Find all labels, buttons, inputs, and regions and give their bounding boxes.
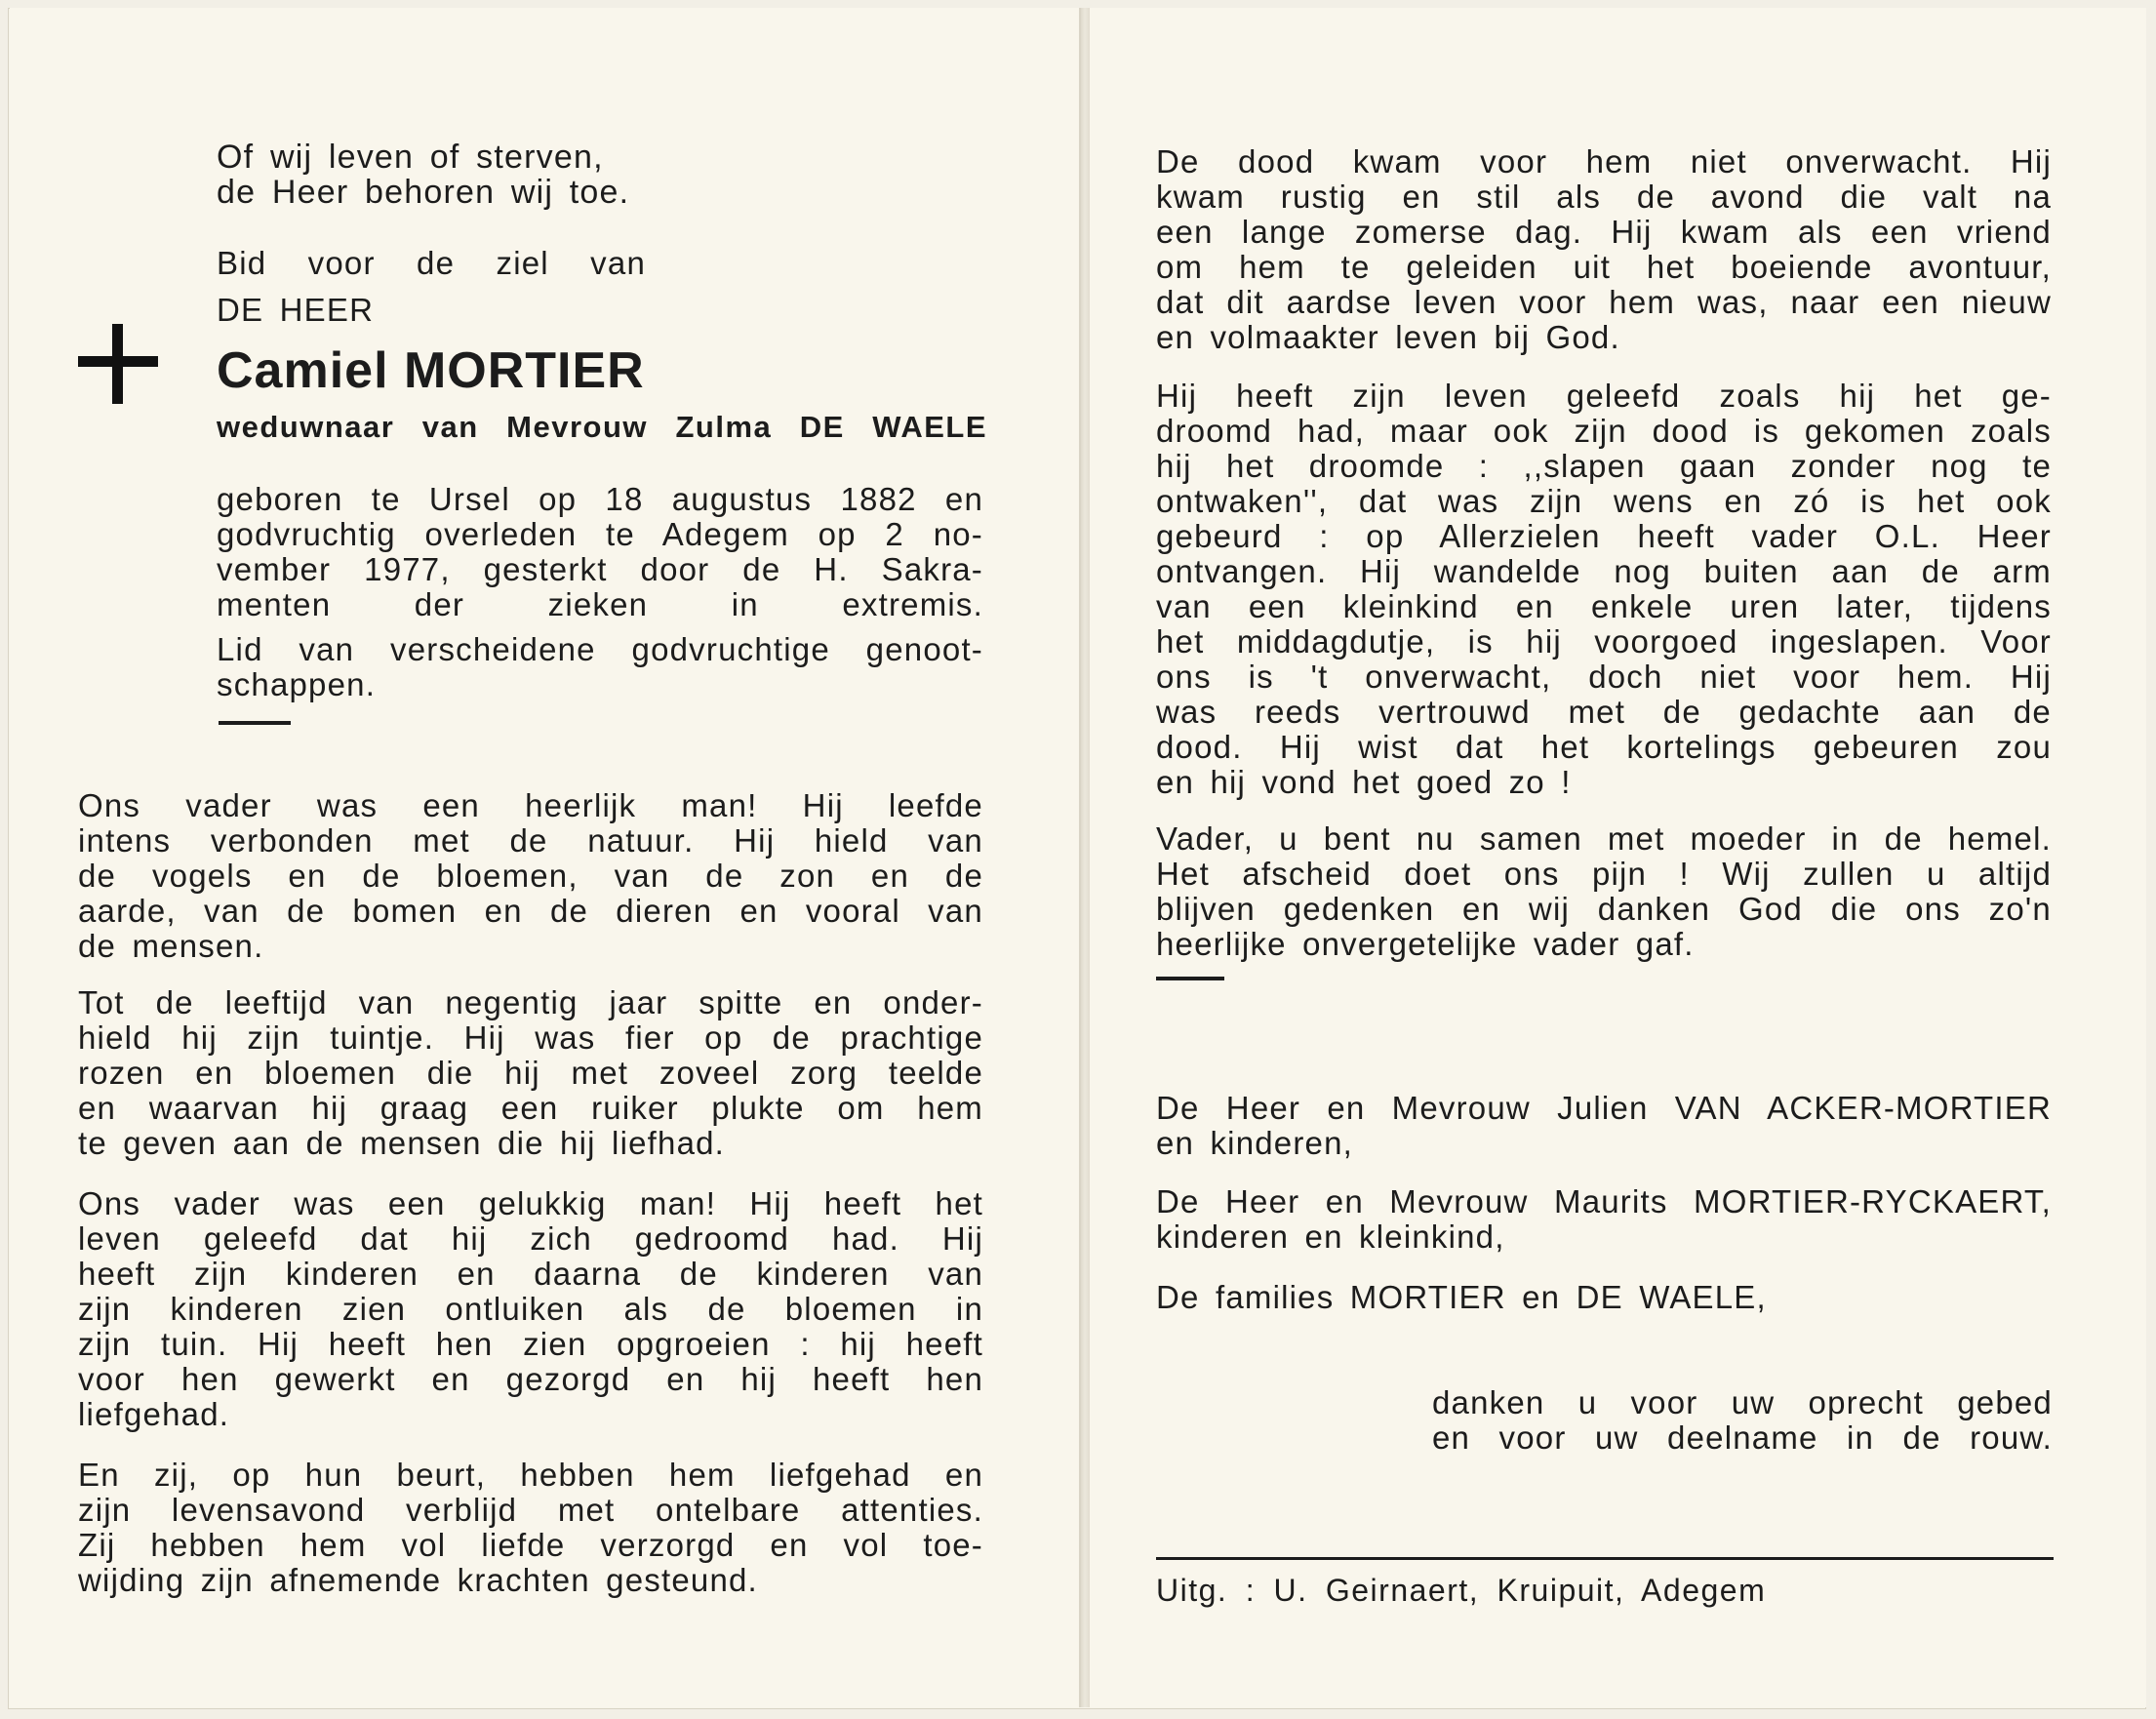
cross-icon — [78, 324, 158, 404]
paragraph — [1156, 379, 2052, 800]
text-line: De families MORTIER en DE WAELE, — [1156, 1279, 1767, 1315]
text-line: Tot de leeftijd van negentig jaar spitte en onder- — [78, 984, 983, 1020]
text-line: een lange zomerse dag. Hij kwam als een vriend — [1156, 214, 2052, 250]
paragraph — [1156, 821, 2052, 962]
text-line: van een kleinkind en enkele uren later, tijdens — [1156, 588, 2052, 624]
text-line: hield hij zijn tuintje. Hij was fier op de prachtige — [78, 1019, 983, 1056]
family-entry — [1156, 1280, 2052, 1315]
text-line: ontvangen. Hij wandelde nog buiten aan de arm — [1156, 553, 2052, 589]
birth-death-details — [217, 482, 983, 622]
text-line: en volmaakter leven bij God. — [1156, 319, 1620, 355]
divider — [219, 721, 291, 725]
opening-verse — [217, 140, 763, 210]
text-line: Het afscheid doet ons pijn ! Wij zullen u altijd — [1156, 856, 2052, 892]
text-line: Lid van verscheidene godvruchtige genoot- — [217, 631, 983, 667]
text-line: en hij vond het goed zo ! — [1156, 764, 1572, 800]
text-line: ontwaken'', dat was zijn wens en zó is het ook — [1156, 483, 2052, 519]
family-entry — [1156, 1184, 2052, 1255]
paragraph — [78, 788, 983, 964]
verse-line: de Heer behoren wij toe. — [217, 174, 630, 211]
text-line: menten der zieken in extremis. — [217, 586, 983, 622]
text-line: kinderen en kleinkind, — [1156, 1219, 1505, 1255]
text-line: de vogels en de bloemen, van de zon en de — [78, 858, 983, 894]
text-line: voor hen gewerkt en gezorgd en hij heeft hen — [78, 1361, 983, 1397]
family-entry — [1156, 1091, 2052, 1161]
text-line: heeft zijn kinderen en daarna de kinderen van — [78, 1256, 983, 1292]
text-line: leven geleefd dat hij zich gedroomd had. Hij — [78, 1220, 983, 1257]
thanks-note — [1432, 1385, 2053, 1456]
card-fold — [1081, 8, 1089, 1707]
text-line: te geven aan de mensen die hij liefhad. — [78, 1125, 726, 1161]
text-line: blijven gedenken en wij danken God die ons zo'n — [1156, 891, 2052, 927]
footer-rule — [1156, 1557, 2054, 1560]
text-line: rozen en bloemen die hij met zoveel zorg teelde — [78, 1055, 983, 1091]
text-line: droomd had, maar ook zijn dood is gekomen zoals — [1156, 413, 2052, 449]
text-line: Zij hebben hem vol liefde verzorgd en vol toe- — [78, 1527, 983, 1563]
text-line: godvruchtig overleden te Adegem op 2 no- — [217, 516, 983, 552]
text-line: het middagdutje, is hij voorgoed ingeslapen. Voor — [1156, 623, 2052, 660]
text-line: dat dit aardse leven voor hem was, naar een nieuw — [1156, 284, 2052, 320]
text-line: zijn kinderen zien ontluiken als de bloemen in — [78, 1291, 983, 1327]
widower-line: weduwnaar van Mevrouw Zulma DE WAELE — [217, 410, 987, 444]
text-line: zijn levensavond verblijd met ontelbare attenties. — [78, 1492, 983, 1528]
text-line: wijding zijn afnemende krachten gesteund. — [78, 1562, 758, 1598]
text-line: om hem te geleiden uit het boeiende avontuur, — [1156, 249, 2052, 285]
paragraph — [78, 985, 983, 1161]
honorific: DE HEER — [217, 292, 375, 328]
text-line: geboren te Ursel op 18 augustus 1882 en — [217, 481, 983, 517]
text-line: kwam rustig en stil als de avond die valt na — [1156, 179, 2052, 215]
text-line: De Heer en Mevrouw Julien VAN ACKER-MORTIER — [1156, 1090, 2052, 1126]
text-line: aarde, van de bomen en de dieren en vooral van — [78, 893, 983, 929]
prayer-request: Bid voor de ziel van — [217, 245, 646, 281]
publisher-line: Uitg. : U. Geirnaert, Kruipuit, Adegem — [1156, 1573, 1767, 1608]
divider — [1156, 977, 1224, 980]
text-line: gebeurd : op Allerzielen heeft vader O.L. Heer — [1156, 518, 2052, 554]
text-line: hij het droomde : ,,slapen gaan zonder nog te — [1156, 448, 2052, 484]
text-line: heerlijke onvergetelijke vader gaf. — [1156, 926, 1695, 962]
text-line: ons is 't onverwacht, doch niet voor hem. Hij — [1156, 659, 2052, 695]
text-line: Ons vader was een gelukkig man! Hij heeft het — [78, 1185, 983, 1221]
text-line: De dood kwam voor hem niet onverwacht. Hij — [1156, 143, 2052, 180]
verse-line: Of wij leven of sterven, — [217, 139, 604, 176]
text-line: dood. Hij wist dat het kortelings gebeuren zou — [1156, 729, 2052, 765]
text-line: Vader, u bent nu samen met moeder in de hemel. — [1156, 820, 2052, 857]
paragraph — [1156, 144, 2052, 355]
paragraph — [78, 1458, 983, 1598]
deceased-name: Camiel MORTIER — [217, 342, 645, 399]
text-line: De Heer en Mevrouw Maurits MORTIER-RYCKAERT, — [1156, 1183, 2052, 1219]
text-line: en waarvan hij graag een ruiker plukte om hem — [78, 1090, 983, 1126]
text-line: Ons vader was een heerlijk man! Hij leefde — [78, 787, 983, 823]
text-line: schappen. — [217, 666, 377, 702]
text-line: En zij, op hun beurt, hebben hem liefgehad en — [78, 1457, 983, 1493]
text-line: vember 1977, gesterkt door de H. Sakra- — [217, 551, 983, 587]
text-line: en voor uw deelname in de rouw. — [1432, 1419, 2053, 1456]
text-line: Hij heeft zijn leven geleefd zoals hij het ge- — [1156, 378, 2052, 414]
text-line: liefgehad. — [78, 1396, 230, 1432]
text-line: was reeds vertrouwd met de gedachte aan de — [1156, 694, 2052, 730]
text-line: de mensen. — [78, 928, 264, 964]
paragraph — [78, 1186, 983, 1432]
text-line: zijn tuin. Hij heeft hen zien opgroeien : hij heeft — [78, 1326, 983, 1362]
text-line: en kinderen, — [1156, 1125, 1354, 1161]
membership-note — [217, 632, 983, 702]
text-line: danken u voor uw oprecht gebed — [1432, 1384, 2053, 1420]
text-line: intens verbonden met de natuur. Hij hield van — [78, 822, 983, 859]
